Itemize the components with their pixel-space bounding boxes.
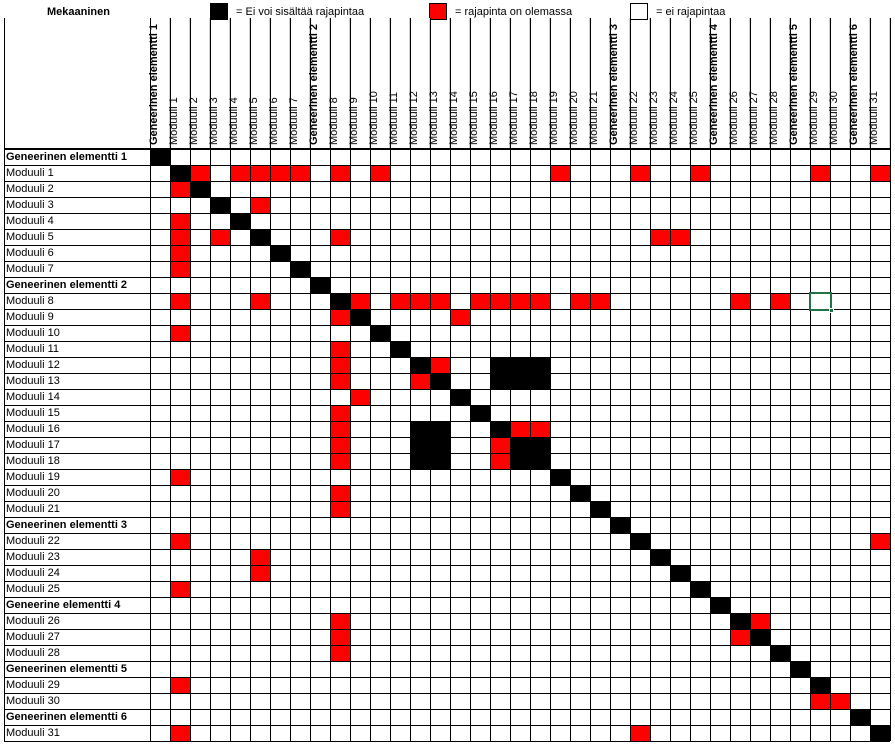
- column-header-label: Moduuli 6: [268, 97, 280, 145]
- interface-cell[interactable]: [170, 581, 190, 597]
- interface-cell[interactable]: [570, 293, 590, 309]
- row-label: Geneerinen elementti 1: [6, 151, 128, 163]
- row-label: Moduuli 13: [6, 375, 60, 387]
- interface-cell[interactable]: [530, 421, 550, 437]
- diagonal-cell[interactable]: [150, 149, 170, 165]
- row-label: Moduuli 18: [6, 455, 60, 467]
- diagonal-cell[interactable]: [710, 597, 730, 613]
- row-label: Geneerinen elementti 6: [6, 711, 128, 723]
- diagonal-cell[interactable]: [490, 421, 510, 437]
- interface-cell[interactable]: [370, 165, 390, 181]
- diagonal-cell[interactable]: [550, 469, 570, 485]
- row-label: Moduuli 17: [6, 439, 60, 451]
- row-label: Moduuli 12: [6, 359, 60, 371]
- column-header-label: Moduuli 15: [468, 91, 480, 145]
- row-label: Geneerine elementti 4: [6, 599, 121, 611]
- interface-cell[interactable]: [810, 693, 830, 709]
- interface-cell[interactable]: [170, 725, 190, 741]
- interface-cell[interactable]: [330, 357, 350, 373]
- blocked-cell[interactable]: [430, 421, 450, 437]
- row-label: Moduuli 31: [6, 727, 60, 739]
- interface-cell[interactable]: [170, 261, 190, 277]
- row-label: Geneerinen elementti 2: [6, 279, 128, 291]
- diagonal-cell[interactable]: [850, 709, 870, 725]
- interface-cell[interactable]: [170, 677, 190, 693]
- row-label: Moduuli 19: [6, 471, 60, 483]
- diagonal-cell[interactable]: [470, 405, 490, 421]
- blocked-cell[interactable]: [510, 357, 530, 373]
- fill-handle[interactable]: [829, 308, 834, 313]
- interface-cell[interactable]: [330, 437, 350, 453]
- interface-cell[interactable]: [470, 293, 490, 309]
- column-header-label: Moduuli 3: [208, 97, 220, 145]
- interface-cell[interactable]: [650, 229, 670, 245]
- interface-cell[interactable]: [330, 405, 350, 421]
- interface-cell[interactable]: [530, 293, 550, 309]
- row-label: Moduuli 27: [6, 631, 60, 643]
- row-label: Moduuli 5: [6, 231, 54, 243]
- row-label: Moduuli 3: [6, 199, 54, 211]
- blocked-cell[interactable]: [410, 437, 430, 453]
- interface-cell[interactable]: [250, 197, 270, 213]
- blocked-cell[interactable]: [530, 373, 550, 389]
- column-header-label: Moduuli 4: [228, 97, 240, 145]
- column-header-label: Moduuli 5: [248, 97, 260, 145]
- interface-cell[interactable]: [830, 693, 850, 709]
- diagonal-cell[interactable]: [810, 677, 830, 693]
- row-label: Moduuli 29: [6, 679, 60, 691]
- row-label: Moduuli 7: [6, 263, 54, 275]
- row-label: Moduuli 28: [6, 647, 60, 659]
- column-header-label: Geneerinen elementti 5: [788, 23, 800, 145]
- interface-cell[interactable]: [170, 293, 190, 309]
- interface-cell[interactable]: [330, 613, 350, 629]
- column-header-label: Moduuli 8: [328, 97, 340, 145]
- diagonal-cell[interactable]: [270, 245, 290, 261]
- interface-cell[interactable]: [350, 293, 370, 309]
- column-header-label: Moduuli 10: [368, 91, 380, 145]
- diagonal-cell[interactable]: [670, 565, 690, 581]
- interface-cell[interactable]: [330, 229, 350, 245]
- interface-cell[interactable]: [410, 373, 430, 389]
- interface-cell[interactable]: [330, 629, 350, 645]
- interface-cell[interactable]: [330, 341, 350, 357]
- interface-cell[interactable]: [490, 453, 510, 469]
- row-label: Moduuli 16: [6, 423, 60, 435]
- diagonal-cell[interactable]: [170, 165, 190, 181]
- row-label: Moduuli 20: [6, 487, 60, 499]
- diagonal-cell[interactable]: [590, 501, 610, 517]
- row-label: Moduuli 15: [6, 407, 60, 419]
- interface-cell[interactable]: [410, 293, 430, 309]
- interface-cell[interactable]: [330, 501, 350, 517]
- row-label: Moduuli 21: [6, 503, 60, 515]
- column-header-label: Moduuli 9: [348, 97, 360, 145]
- sheet-title: Mekaaninen: [47, 6, 110, 18]
- column-header-label: Geneerinen elementti 2: [308, 23, 320, 145]
- diagonal-cell[interactable]: [290, 261, 310, 277]
- diagonal-cell[interactable]: [390, 341, 410, 357]
- blocked-cell[interactable]: [530, 357, 550, 373]
- row-label: Moduuli 9: [6, 311, 54, 323]
- interface-cell[interactable]: [550, 165, 570, 181]
- interface-cell[interactable]: [290, 165, 310, 181]
- interface-cell[interactable]: [170, 325, 190, 341]
- interface-cell[interactable]: [490, 437, 510, 453]
- blocked-cell[interactable]: [510, 373, 530, 389]
- diagonal-cell[interactable]: [310, 277, 330, 293]
- interface-cell[interactable]: [350, 389, 370, 405]
- column-header-label: Moduuli 17: [508, 91, 520, 145]
- diagonal-cell[interactable]: [750, 629, 770, 645]
- diagonal-cell[interactable]: [630, 533, 650, 549]
- column-header-label: Moduuli 29: [808, 91, 820, 145]
- diagonal-cell[interactable]: [350, 309, 370, 325]
- interface-cell[interactable]: [190, 165, 210, 181]
- column-header-label: Moduuli 20: [568, 91, 580, 145]
- interface-cell[interactable]: [210, 229, 230, 245]
- column-header-label: Geneerinen elementti 1: [148, 23, 160, 145]
- interface-cell[interactable]: [690, 165, 710, 181]
- column-header-label: Moduuli 27: [748, 91, 760, 145]
- interface-cell[interactable]: [170, 533, 190, 549]
- blocked-cell[interactable]: [510, 437, 530, 453]
- column-header-label: Moduuli 14: [448, 91, 460, 145]
- interface-cell[interactable]: [270, 165, 290, 181]
- column-header-label: Moduuli 2: [188, 97, 200, 145]
- legend-label-black: = Ei voi sisältää rajapintaa: [236, 6, 365, 18]
- column-header-label: Moduuli 28: [768, 91, 780, 145]
- row-label: Geneerinen elementti 5: [6, 663, 128, 675]
- column-header-label: Moduuli 23: [648, 91, 660, 145]
- interface-cell[interactable]: [330, 309, 350, 325]
- interface-cell[interactable]: [670, 229, 690, 245]
- interface-cell[interactable]: [770, 293, 790, 309]
- interface-cell[interactable]: [230, 165, 250, 181]
- column-header-label: Moduuli 18: [528, 91, 540, 145]
- interface-cell[interactable]: [170, 181, 190, 197]
- diagonal-cell[interactable]: [870, 725, 890, 741]
- interface-cell[interactable]: [870, 165, 890, 181]
- interface-cell[interactable]: [510, 421, 530, 437]
- legend-label-red: = rajapinta on olemassa: [455, 6, 573, 18]
- interface-cell[interactable]: [450, 309, 470, 325]
- interface-cell[interactable]: [730, 629, 750, 645]
- row-label: Moduuli 26: [6, 615, 60, 627]
- column-header-label: Geneerinen elementti 3: [608, 23, 620, 145]
- column-header-label: Moduuli 19: [548, 91, 560, 145]
- row-label: Moduuli 4: [6, 215, 54, 227]
- diagonal-cell[interactable]: [690, 581, 710, 597]
- diagonal-cell[interactable]: [430, 373, 450, 389]
- column-header-label: Moduuli 24: [668, 91, 680, 145]
- interface-cell[interactable]: [250, 549, 270, 565]
- column-header-label: Geneerinen elementti 4: [708, 23, 720, 145]
- diagonal-cell[interactable]: [570, 485, 590, 501]
- blocked-cell[interactable]: [430, 437, 450, 453]
- legend-label-white: = ei rajapintaa: [656, 6, 726, 18]
- row-label: Moduuli 22: [6, 535, 60, 547]
- diagonal-cell[interactable]: [450, 389, 470, 405]
- row-label: Geneerinen elementti 3: [6, 519, 128, 531]
- column-header-label: Moduuli 13: [428, 91, 440, 145]
- row-label: Moduuli 24: [6, 567, 60, 579]
- diagonal-cell[interactable]: [210, 197, 230, 213]
- interface-cell[interactable]: [870, 533, 890, 549]
- interface-cell[interactable]: [590, 293, 610, 309]
- interface-cell[interactable]: [750, 613, 770, 629]
- interface-cell[interactable]: [330, 645, 350, 661]
- diagonal-cell[interactable]: [250, 229, 270, 245]
- blocked-cell[interactable]: [510, 453, 530, 469]
- interface-cell[interactable]: [430, 293, 450, 309]
- interface-cell[interactable]: [490, 293, 510, 309]
- interface-cell[interactable]: [250, 565, 270, 581]
- blocked-cell[interactable]: [490, 357, 510, 373]
- blocked-cell[interactable]: [410, 421, 430, 437]
- blocked-cell[interactable]: [530, 437, 550, 453]
- diagonal-cell[interactable]: [650, 549, 670, 565]
- interface-cell[interactable]: [330, 421, 350, 437]
- column-header-label: Moduuli 11: [388, 92, 400, 145]
- column-header-label: Geneerinen elementti 6: [848, 23, 860, 145]
- interface-cell[interactable]: [170, 469, 190, 485]
- row-label: Moduuli 6: [6, 247, 54, 259]
- blocked-cell[interactable]: [530, 453, 550, 469]
- interface-cell[interactable]: [330, 485, 350, 501]
- blocked-cell[interactable]: [430, 453, 450, 469]
- interface-cell[interactable]: [170, 213, 190, 229]
- diagonal-cell[interactable]: [770, 645, 790, 661]
- column-header-label: Moduuli 30: [828, 91, 840, 145]
- row-label: Moduuli 23: [6, 551, 60, 563]
- column-header-label: Moduuli 31: [868, 91, 880, 145]
- interface-cell[interactable]: [390, 293, 410, 309]
- interface-cell[interactable]: [330, 165, 350, 181]
- row-label: Moduuli 10: [6, 327, 60, 339]
- interface-cell[interactable]: [170, 245, 190, 261]
- row-label: Moduuli 8: [6, 295, 54, 307]
- column-header-label: Moduuli 26: [728, 91, 740, 145]
- row-label: Moduuli 11: [6, 343, 59, 355]
- interface-cell[interactable]: [330, 373, 350, 389]
- diagonal-cell[interactable]: [790, 661, 810, 677]
- diagonal-cell[interactable]: [410, 357, 430, 373]
- column-header-label: Moduuli 22: [628, 91, 640, 145]
- row-label: Moduuli 1: [6, 167, 54, 179]
- blocked-cell[interactable]: [490, 373, 510, 389]
- diagonal-cell[interactable]: [370, 325, 390, 341]
- column-header-label: Moduuli 7: [288, 97, 300, 145]
- interface-cell[interactable]: [250, 293, 270, 309]
- interface-cell[interactable]: [330, 453, 350, 469]
- row-label: Moduuli 2: [6, 183, 54, 195]
- interface-cell[interactable]: [510, 293, 530, 309]
- row-label: Moduuli 14: [6, 391, 60, 403]
- row-label: Moduuli 25: [6, 583, 60, 595]
- diagonal-cell[interactable]: [610, 517, 630, 533]
- interface-cell[interactable]: [250, 165, 270, 181]
- column-header-label: Moduuli 16: [488, 91, 500, 145]
- row-label: Moduuli 30: [6, 695, 60, 707]
- interface-cell[interactable]: [430, 357, 450, 373]
- column-header-label: Moduuli 1: [168, 97, 180, 145]
- column-header-label: Moduuli 21: [588, 91, 600, 145]
- interface-cell[interactable]: [810, 165, 830, 181]
- column-header-label: Moduuli 25: [688, 91, 700, 145]
- interface-cell[interactable]: [170, 229, 190, 245]
- diagonal-cell[interactable]: [230, 213, 250, 229]
- diagonal-cell[interactable]: [330, 293, 350, 309]
- interface-cell[interactable]: [630, 165, 650, 181]
- diagonal-cell[interactable]: [730, 613, 750, 629]
- interface-cell[interactable]: [630, 725, 650, 741]
- diagonal-cell[interactable]: [190, 181, 210, 197]
- interface-cell[interactable]: [730, 293, 750, 309]
- blocked-cell[interactable]: [410, 453, 430, 469]
- column-header-label: Moduuli 12: [408, 91, 420, 145]
